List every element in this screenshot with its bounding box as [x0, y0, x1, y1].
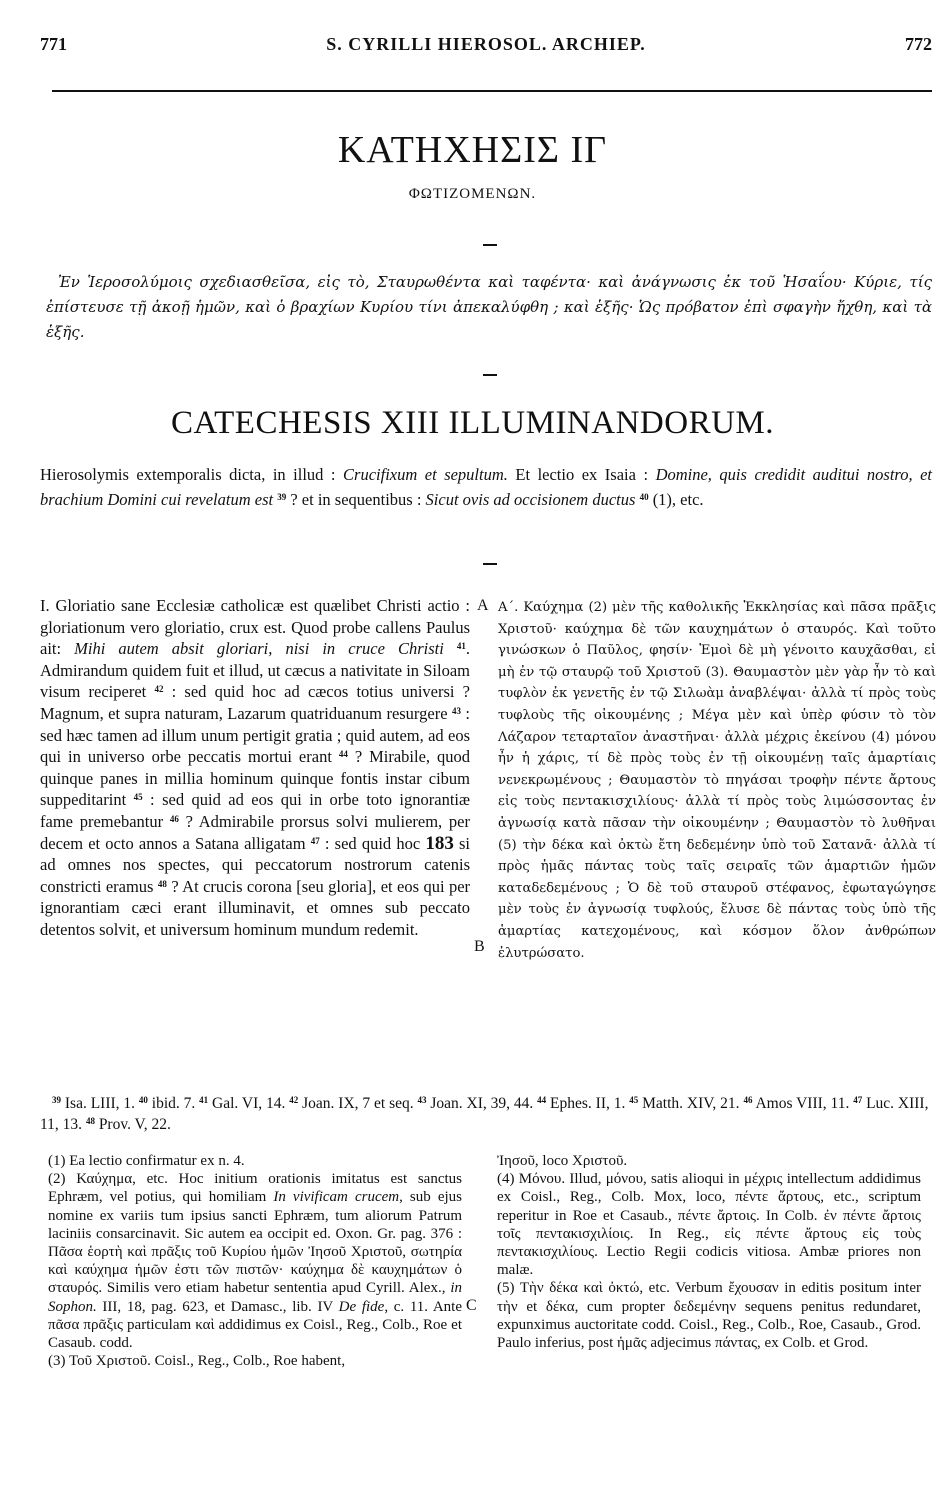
ref-text: Amos VIII, 11.: [752, 1095, 854, 1112]
note-marker: 46: [169, 813, 179, 824]
note-marker: 44: [338, 749, 348, 760]
latin-text: : sed quid ad eos qui in orbe toto ignorantiæ fame premebantur: [40, 790, 471, 831]
note-marker: 40: [639, 492, 649, 502]
footnote-italic: in Sophon.: [48, 1280, 462, 1315]
footnote-5: (5) Τὴν δέκα καὶ ὀκτώ, etc. Verbum ἔχουσαν in editis positum inter τὴν et δέκα, cum propter δεδεμένην sequens penitus redundaret, expunximus auctoritate codd. Coisl., Reg., Colb., Roe, Casaub., Grod. Paulo inferius, post ἡμᾶς adjecimus πάντας, ex Colb. et Grod.: [497, 1280, 921, 1352]
greek-column: Α΄. Καύχημα (2) μὲν τῆς καθολικῆς Ἐκκλησίας καὶ πᾶσα πρᾶξις Χριστοῦ· καύχημα δὲ τῶν καυχημάτων ὁ σταυρός. Καὶ τοῦτο γινώσκων ὁ Παῦλος, φησίν· Ἐμοὶ δὲ μὴ γένοιτο καυχᾶσθαι, εἰ μὴ ἐν τῷ σταυρῷ τοῦ Χριστοῦ (3). Θαυμαστὸν μὲν γὰρ ἦν τὸ καὶ τυφλὸν ἐκ γενετῆς ἐν τῷ Σιλωὰμ ἀναβλέψαι· ἀλλὰ τί πρὸς τοὺς τυφλοὺς τῆς οἰκουμένης ; Μέγα μὲν καὶ ὑπὲρ φύσιν τὸ τὸν Λάζαρον τεταρταῖον ἀναστῆναι· ἀλλὰ μέχρις ἐκείνου (4) μόνου ἦν ἡ χάρις, τί δὲ πρὸς τοὺς ἐν τῇ οἰκουμένῃ ταῖς ἁμαρτίαις νενεκρωμένους ; Θαυμαστὸν τὸ πηγάσαι τροφὴν πέντε ἄρτους εἰς τοὺς πεντακισχιλίους· ἀλλὰ τί πρὸς τοὺς λιμώσσοντας ἐν ἀγνωσίᾳ κατὰ πᾶσαν τὴν οἰκουμένην ; Θαυμαστὸν τὸ λυθῆναι (5) τὴν δέκα καὶ ὀκτὼ ἔτη δεδεμένην ὑπὸ τοῦ Σατανᾶ· ἀλλὰ τί πρὸς ἡμᾶς πάντας τοὺς ταῖς σειραῖς τῶν ἁμαρτιῶν ἡμῶν καταδεδεμένους ; Ὁ δὲ τοῦ σταυροῦ στέφανος, ἐφωταγώγησε μὲν τοὺς ἐν ἀγνωσίᾳ τυφλούς, ἔλυσε δὲ πάντας τοὺς ὑπὸ τῆς ἁμαρτίας κατεχομένους, καὶ κόσμον ὅλον ἀνθρώπων ἐλυτρώσατο.: [498, 600, 936, 961]
ref-marker: 47: [853, 1095, 863, 1105]
ref-marker: 45: [629, 1095, 639, 1105]
footnote-3: (3) Τοῦ Χριστοῦ. Coisl., Reg., Colb., Roe habent,: [48, 1353, 346, 1370]
ref-text: Matth. XIV, 21.: [638, 1095, 744, 1112]
latin-intro: [40, 462, 932, 512]
ref-text: Gal. VI, 14.: [208, 1095, 290, 1112]
latin-text: : sed quid hoc: [319, 833, 426, 853]
greek-intro: Ἐν Ἱεροσολύμοις σχεδιασθεῖσα, εἰς τὸ, Σταυρωθέντα καὶ ταφέντα· καὶ ἀνάγνωσις ἐκ τοῦ Ἡσαΐου· Κύριε, τίς ἐπίστευσε τῇ ἀκοῇ ἡμῶν, καὶ ὁ βραχίων Κυρίου τίνι ἀπεκαλύφθη ; καὶ ἑξῆς· Ὡς πρόβατον ἐπὶ σφαγὴν ἤχθη, καὶ τὰ ἑξῆς.: [46, 273, 932, 341]
footnote-2: [48, 1170, 462, 1352]
ref-marker: 39: [52, 1095, 61, 1105]
latin-text: ? Admirabile prorsus solvi mulierem, per decem et octo annos a Satana alligatam: [40, 811, 470, 853]
page-number-right: 772: [905, 34, 932, 54]
intro-text: ? et in sequentibus :: [286, 490, 426, 509]
ref-text: Isa. LIII, 1.: [61, 1095, 139, 1112]
ref-text: Luc. XIII, 11, 13.: [40, 1095, 929, 1133]
note-marker: 41: [456, 641, 466, 652]
note-marker: 48: [157, 878, 167, 889]
latin-text: si ad omnes nos spectes, qui peccatorum nostrorum catenis constricti eramus: [40, 833, 471, 896]
latin-title: CATECHESIS XIII ILLUMINANDORUM.: [170, 405, 775, 441]
footnote-1: (1) Ea lectio confirmatur ex n. 4.: [48, 1153, 245, 1169]
note-marker: 43: [451, 705, 461, 716]
latin-text: I. Gloriatio sane Ecclesiæ catholicæ est quælibet Christi actio : gloriationum vero gloriatio, crux est. Quod probe callens Paulus ait:: [40, 596, 470, 659]
note-marker: 47: [310, 835, 320, 846]
intro-text: Hierosolymis extemporalis dicta, in illud :: [40, 465, 344, 484]
divider-dash: [483, 244, 497, 246]
latin-text: ? Mirabile, quod quinque panes in millia hominum quinque fontis instar cibum suppeditarint: [40, 747, 471, 810]
footnote-text: , sub ejus nomine ex variis tum ipsius sancti Ephræm, tum aliorum Patrum laciniis consarcinavit. Sic autem ea occipit ed. Oxon. Gr. pag. 376 : Πᾶσα ἑορτὴ καὶ πρᾶξις τοῦ Κυρίου ἡμῶν Ἰησοῦ Χριστοῦ, σωτηρία καὶ καύχημα ἡμῶν ἐστι τῶν πιστῶν· καύχημα δὲ καυχημάτων ὁ σταυρός. Similis vero etiam habetur sententia apud Cyrill. Alex.,: [48, 1189, 462, 1297]
intro-italic: Crucifixum et sepultum.: [343, 465, 508, 484]
latin-text: : sed hæc tamen ad illum unum pertigit gratia ; quid autem, ad eos qui in universo orbe peccatis mortui erant: [40, 703, 471, 767]
latin-text: ? At crucis corona [seu gloria], et eos qui per ignorantiam cæci erant illuminavit, et omnes sub peccato detentos solvit, et universum hominum mundum redemit.: [40, 876, 471, 939]
running-title: S. CYRILLI HIEROSOL. ARCHIEP.: [326, 34, 646, 54]
footnote-italic: In vivificam crucem: [273, 1189, 400, 1206]
ref-marker: 48: [85, 1116, 95, 1126]
ref-text: Joan. IX, 7 et seq.: [298, 1095, 418, 1112]
margin-letter-c: C: [466, 1297, 477, 1314]
footnote-3-continued: Ἰησοῦ, loco Χριστοῦ.: [497, 1153, 628, 1169]
note-marker: 42: [154, 684, 164, 695]
latin-text: : sed quid hoc ad cæcos totius universi ? Magnum, et supra naturam, Lazarum quatriduanum resurgere: [40, 682, 471, 723]
ref-marker: 46: [743, 1095, 753, 1105]
margin-letter-a: A: [477, 597, 489, 614]
note-marker: 39: [277, 492, 287, 502]
scripture-references: [40, 1093, 932, 1135]
ref-marker: 42: [289, 1095, 299, 1105]
latin-italic: Mihi autem absit gloriari, nisi in cruce Christi: [74, 639, 444, 659]
greek-subtitle: ΦΩΤΙΖΟΜΕΝΩΝ.: [408, 186, 537, 202]
running-header: [40, 34, 932, 60]
footnote-text: (2) Καύχημα, etc. Hoc initium orationis imitatus est sanctus Ephræm, vel potius, qui homiliam: [48, 1171, 462, 1206]
ref-text: Ephes. II, 1.: [546, 1095, 630, 1112]
column-number: 183: [425, 832, 454, 854]
header-rule: [52, 90, 932, 92]
margin-letter-b: B: [474, 938, 485, 955]
footnotes-left: [48, 1152, 462, 1370]
ref-marker: 43: [417, 1095, 427, 1105]
ref-marker: 44: [537, 1095, 547, 1105]
note-marker: 45: [133, 792, 143, 803]
ref-marker: 40: [138, 1095, 148, 1105]
footnote-text: , c. 11. Ante πᾶσα πρᾶξις particulam καὶ addidimus ex Coisl., Reg., Colb., Roe et Casaub. codd.: [48, 1298, 463, 1352]
ref-text: ibid. 7.: [147, 1095, 200, 1112]
footnotes-right: [497, 1152, 921, 1352]
footnote-text: III, 18, pag. 623, et Damasc., lib. IV: [96, 1298, 339, 1315]
intro-text: (1), etc.: [648, 490, 704, 509]
ref-marker: 41: [199, 1095, 209, 1105]
latin-text: . Admirandum quidem fuit et illud, ut cæcus a nativitate in Siloam visum reciperet: [40, 639, 471, 702]
ref-text: Joan. XI, 39, 44.: [426, 1095, 538, 1112]
divider-dash: [483, 563, 497, 565]
latin-column: [40, 595, 470, 941]
ref-text: Prov. V, 22.: [94, 1116, 171, 1133]
page-number-left: 771: [40, 34, 67, 54]
divider-dash: [483, 374, 497, 376]
footnote-4: (4) Μόνου. Illud, μόνου, satis alioqui in μέχρις intellectum addidimus ex Coisl., Reg., Colb. Mox, loco, πέντε ἄρτους, etc., scriptum reperitur in Roe et Casaub., πέντε ἄρτοις. In Colb. ἐν πέντε ἄρτοις τοῖς πεντακισχιλίοις. In Reg., εἰς πέντε ἄρτους εἰς τοὺς πεντακισχιλίους. Lectio Regii codicis vitiosa. Ambæ priores non malæ.: [497, 1171, 921, 1279]
greek-title: ΚΑΤΗΧΗΣΙΣ ΙΓ: [337, 129, 608, 171]
intro-italic: Domine, quis credidit auditui nostro, et brachium Domini cui revelatum est: [40, 465, 933, 509]
intro-text: Et lectio ex Isaia :: [507, 465, 656, 484]
intro-italic: Sicut ovis ad occisionem ductus: [425, 490, 636, 509]
footnote-italic: De fide: [338, 1298, 385, 1315]
